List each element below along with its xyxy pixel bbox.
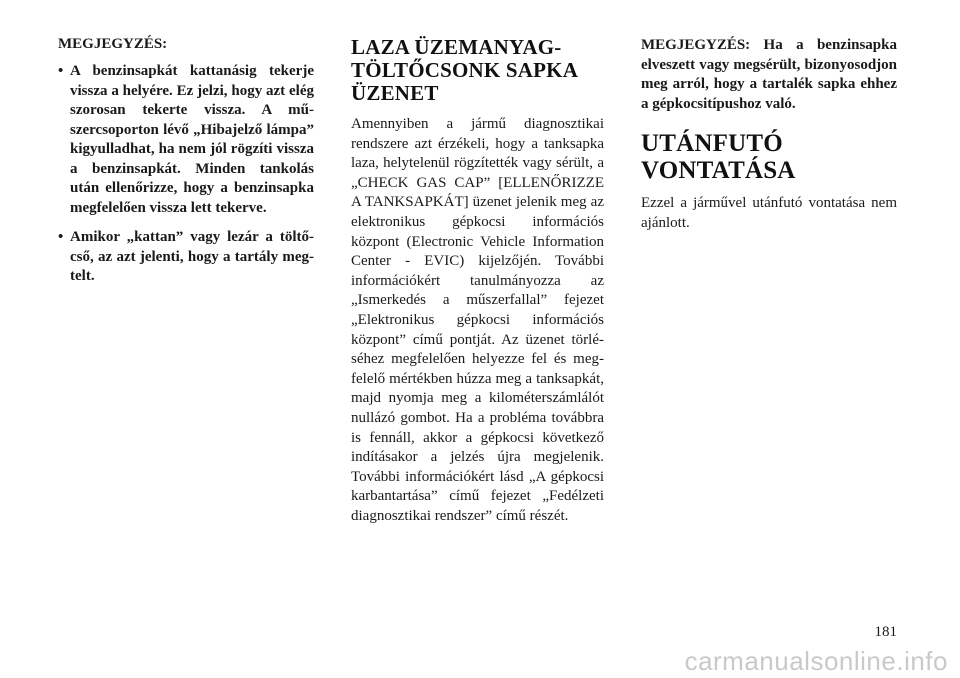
note-bullet-list [58,62,314,287]
spare-cap-note: MEGJEGYZÉS: Ha a benzinsapka elveszett vagy megsérült, bizonyosodjon meg arról, hogy a tartalék sapka ehhez a gépkocsitípushoz való. [641,37,897,112]
left-column [58,36,314,297]
trailer-towing-body-text: Ezzel a járművel utánfutó vontatása nem ajánlott. [641,195,897,231]
note-label: MEGJEGYZÉS: [58,36,168,52]
watermark: carmanualsonline.info [684,646,948,676]
bullet-text: A benzinsapkát kattanásig tekerje vissza a helyére. Ez jelzi, hogy azt elég szorosan tekerte vissza. A műszercsoporton lévő „Hibajelző lámpa” kigyulladhat, ha nem jól rögzíti vissza a benzinsapkát. Minden tankolás után ellenőrizze, hogy a benzinsapka megfelelően vissza lett tekerve. [70,63,314,216]
bullet-text: Amikor „kattan” vagy lezár a töltőcső, az azt jelenti, hogy a tartály megtelt. [70,229,314,284]
bullet-icon: • [58,63,64,79]
list-item [58,228,314,287]
section-heading-gas-cap: LAZA ÜZEMANYAG-TÖLTŐCSONK SAPKA ÜZENET [351,35,577,105]
right-column [641,36,897,233]
page-number: 181 [874,624,897,640]
gas-cap-body-text: Amennyiben a jármű diagnosztikai rendszere azt érzékeli, hogy a tanksapka laza, helytelenül rögzítették vagy sérült, a „CHECK GAS CAP” [ELLENŐRIZZE A TANKSAPKÁT] üzenet jelenik meg az elektronikus gépkocsi információs központ (Electronic Vehicle Information Center - EVIC) kijelzőjén. További információkért tanulmányozza az „Ismerkedés a műszerfallal” fejezet „Elektronikus gépkocsi információs központ” című pontját. Az üzenet törléséhez megfelelően helyezze fel és megfelelő mértékben húzza meg a tanksapkát, majd nyomja meg a kilométerszámlálót nullázó gombot. Ha a probléma továbbra is fennáll, akkor a gépkocsi következő indításakor a jelzés újra megjelenik. További információkért lásd „A gépkocsi karbantartása” című fejezet „Fedélzeti diagnosztikai rendszer” című részét. [351,116,604,524]
bullet-icon: • [58,229,64,245]
section-heading-trailer-towing: UTÁNFUTÓ VONTATÁSA [641,130,796,184]
list-item [58,62,314,218]
middle-column [351,36,604,526]
